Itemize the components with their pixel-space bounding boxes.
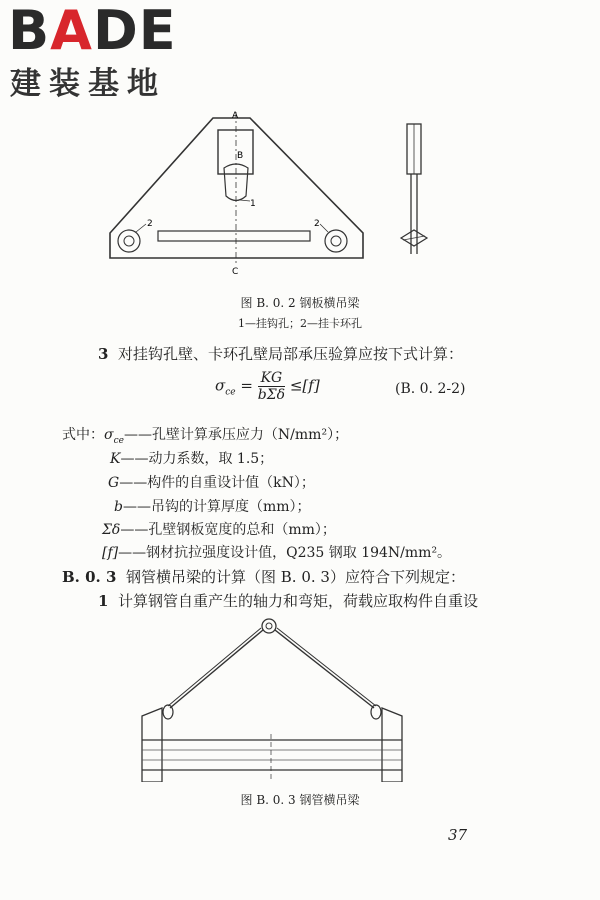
definition-row	[110, 448, 273, 468]
section-b03	[62, 566, 465, 587]
formula-lhs-sub: ce	[225, 387, 236, 398]
def-symbol: σ	[104, 427, 114, 443]
formula-denominator: bΣδ	[257, 387, 286, 403]
formula-lhs: σ	[215, 376, 226, 395]
logo-letters-de: DE	[92, 0, 177, 62]
logo-letter-a: A	[50, 0, 93, 62]
label-a: A	[232, 111, 239, 121]
definition-row	[102, 519, 336, 539]
def-text: ——孔壁计算承压应力（N/mm²）；	[123, 427, 349, 443]
def-symbol: b	[114, 499, 123, 515]
label-1: 1	[250, 199, 256, 209]
label-2-left: 2	[147, 219, 153, 229]
definition-row	[114, 496, 311, 516]
shackle-hole-right	[325, 230, 347, 252]
formula	[215, 370, 320, 410]
sling-right	[275, 630, 374, 708]
brand-logo	[8, 2, 177, 60]
def-text: ——吊钩的计算厚度（mm）；	[122, 499, 311, 515]
formula-number: (B. 0. 2-2)	[395, 381, 466, 397]
plate-outline	[110, 118, 363, 258]
logo-letters-b: B	[8, 0, 51, 62]
formula-fraction	[258, 370, 285, 403]
def-text: ——孔壁钢板宽度的总和（mm）；	[120, 522, 336, 538]
section-3-number: 3	[98, 345, 109, 363]
formula-eq: =	[240, 376, 253, 395]
definition-row	[102, 542, 451, 562]
figure-steel-tube-beam	[130, 612, 420, 782]
figure-b03-caption: 图 B. 0. 3 钢管横吊梁	[240, 793, 360, 807]
item-1	[98, 590, 478, 611]
label-c: C	[232, 267, 239, 277]
section-b03-text: 钢管横吊梁的计算（图 B. 0. 3）应符合下列规定：	[126, 568, 465, 586]
def-symbol: [f]	[102, 545, 119, 561]
figure-b02-legend: 1—挂钩孔；2—挂卡环孔	[238, 317, 362, 330]
definition-row	[108, 472, 315, 492]
shackle-hole-left	[118, 230, 140, 252]
figure-side-view	[395, 120, 435, 260]
def-text: ——钢材抗拉强度设计值，Q235 钢取 194N/mm²。	[118, 545, 452, 561]
page-number: 37	[448, 826, 468, 844]
def-text: ——构件的自重设计值（kN）；	[119, 475, 315, 491]
figure-b02-caption: 图 B. 0. 2 钢板横吊梁	[240, 296, 360, 310]
def-symbol: K	[110, 451, 121, 467]
label-2-right: 2	[314, 219, 320, 229]
item-1-number: 1	[98, 592, 109, 610]
section-b03-number: B. 0. 3	[62, 568, 117, 586]
definition-row: 式中：$\sigma_{ce}——$孔壁计算承压应力（N/mm²）；	[62, 427, 349, 446]
formula-rhs: ≤[f]	[289, 376, 320, 395]
label-b: B	[237, 151, 244, 161]
brand-subtitle: 建装基地	[10, 66, 166, 102]
sling-left	[170, 630, 263, 708]
definitions-intro: 式中：	[62, 427, 104, 443]
hook-ring	[262, 619, 276, 633]
def-symbol: Σδ	[102, 522, 121, 538]
item-1-text: 计算钢管自重产生的轴力和弯矩，荷载应取构件自重设	[117, 592, 478, 610]
formula-numerator: KG	[258, 370, 285, 387]
def-symbol: G	[108, 475, 120, 491]
section-3-text: 对挂钩孔壁、卡环孔壁局部承压验算应按下式计算：	[117, 345, 463, 363]
section-3	[98, 343, 463, 364]
bottom-slot	[158, 231, 310, 241]
def-text: ——动力系数，取 1.5；	[120, 451, 274, 467]
